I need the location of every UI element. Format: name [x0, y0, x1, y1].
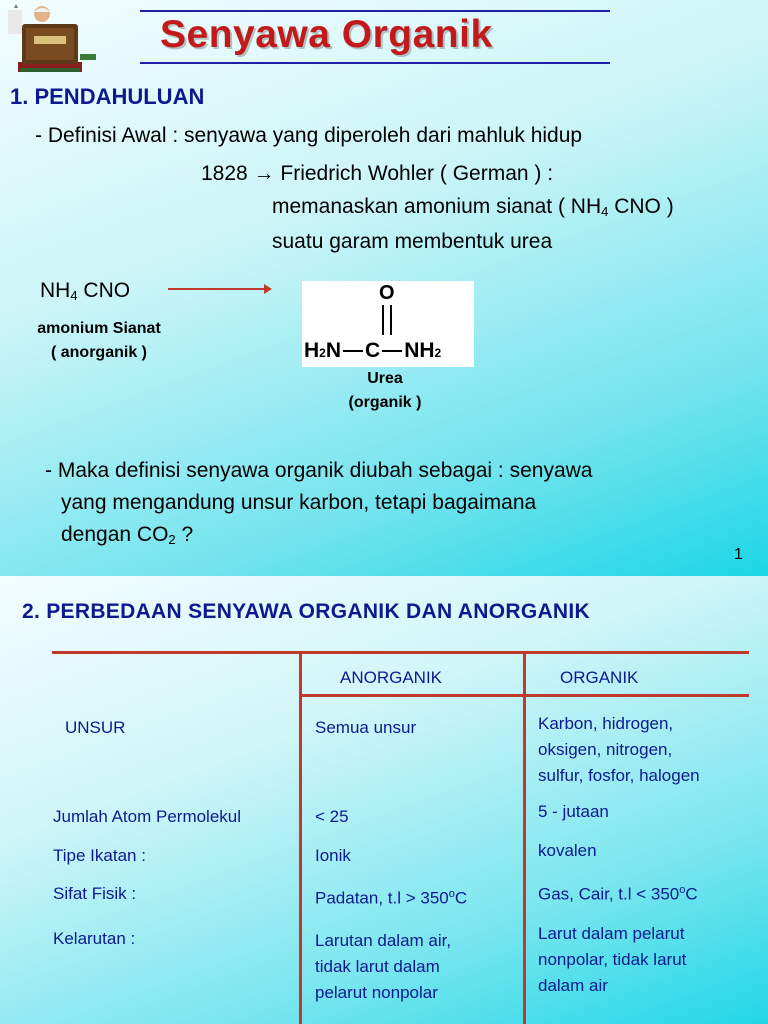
- row-label-kelarutan: Kelarutan :: [53, 929, 136, 948]
- row-label-unsur: UNSUR: [65, 718, 126, 737]
- double-bond-left: [382, 305, 384, 335]
- title-bottom-rule: [140, 62, 610, 64]
- slide-2: [0, 576, 768, 1024]
- reaction-arrow: [168, 288, 266, 290]
- cell-ikatan-organik: kovalen: [538, 841, 597, 860]
- urea-type: (organik ): [348, 394, 422, 411]
- row-label-sifat-fisik: Sifat Fisik :: [53, 884, 137, 903]
- cell-fisik-organik: Gas, Cair, $t.l < 350^oC$: [538, 884, 698, 904]
- cell-kelarutan-anorganik: Larutan dalam air, tidak larut dalam pelarut nonpolar: [315, 931, 452, 1002]
- conclusion-line-3: dengan $CO_2$ ?: [61, 523, 194, 547]
- cell-jumlah-anorganik: < 25: [315, 807, 349, 826]
- conclusion-line-1: - Maka definisi senyawa organik diubah sebagai : senyawa: [45, 459, 593, 482]
- urea-name: Urea: [367, 370, 403, 387]
- column-header-organik: ORGANIK: [560, 668, 639, 687]
- cell-jumlah-organik: 5 - jutaan: [538, 802, 609, 821]
- wohler-line: 1828 → Friedrich Wohler ( German ) :: [201, 162, 554, 185]
- cell-unsur-organik: Karbon, hidrogen, oksigen, nitrogen, sulfur, fosfor, halogen: [538, 714, 700, 785]
- table-divider-1: [299, 652, 302, 1024]
- double-bond-right: [390, 305, 392, 335]
- section-heading-2: 2. PERBEDAAN SENYAWA ORGANIK DAN ANORGANIK: [22, 600, 590, 623]
- salt-line: suatu garam membentuk urea: [272, 230, 553, 253]
- heating-line: memanaskan amonium sianat ( $NH_4$ CNO ): [272, 195, 674, 219]
- reactant-name: amonium Sianat: [37, 320, 161, 337]
- conclusion-line-2: yang mengandung unsur karbon, tetapi bagaimana: [61, 491, 537, 514]
- section-heading: 1. PENDAHULUAN: [10, 84, 205, 109]
- reactant-type: ( anorganik ): [50, 344, 147, 361]
- urea-backbone: H2N C NH2: [304, 339, 442, 362]
- table-divider-2: [523, 652, 526, 1024]
- page-number: 1: [734, 546, 743, 563]
- cell-ikatan-anorganik: Ionik: [315, 846, 351, 865]
- book-scholar-icon: [4, 2, 100, 76]
- urea-oxygen: O: [379, 282, 395, 304]
- title-top-rule: [140, 10, 610, 12]
- cell-unsur-anorganik: Semua unsur: [315, 718, 417, 737]
- row-label-tipe-ikatan: Tipe Ikatan :: [53, 846, 146, 865]
- column-header-anorganik: ANORGANIK: [340, 668, 443, 687]
- cell-fisik-anorganik: Padatan, $t.l > 350^oC$: [315, 888, 468, 908]
- urea-structure: [302, 281, 474, 367]
- table-top-rule: [52, 651, 749, 654]
- row-label-jumlah-atom: Jumlah Atom Permolekul: [53, 807, 242, 826]
- slide-title: Senyawa Organik: [160, 13, 493, 56]
- cell-kelarutan-organik: Larut dalam pelarut nonpolar, tidak larut dalam air: [538, 924, 687, 995]
- reactant-formula: $NH_4$ CNO: [40, 279, 131, 303]
- definition-line: - Definisi Awal : senyawa yang diperoleh dari mahluk hidup: [35, 124, 583, 147]
